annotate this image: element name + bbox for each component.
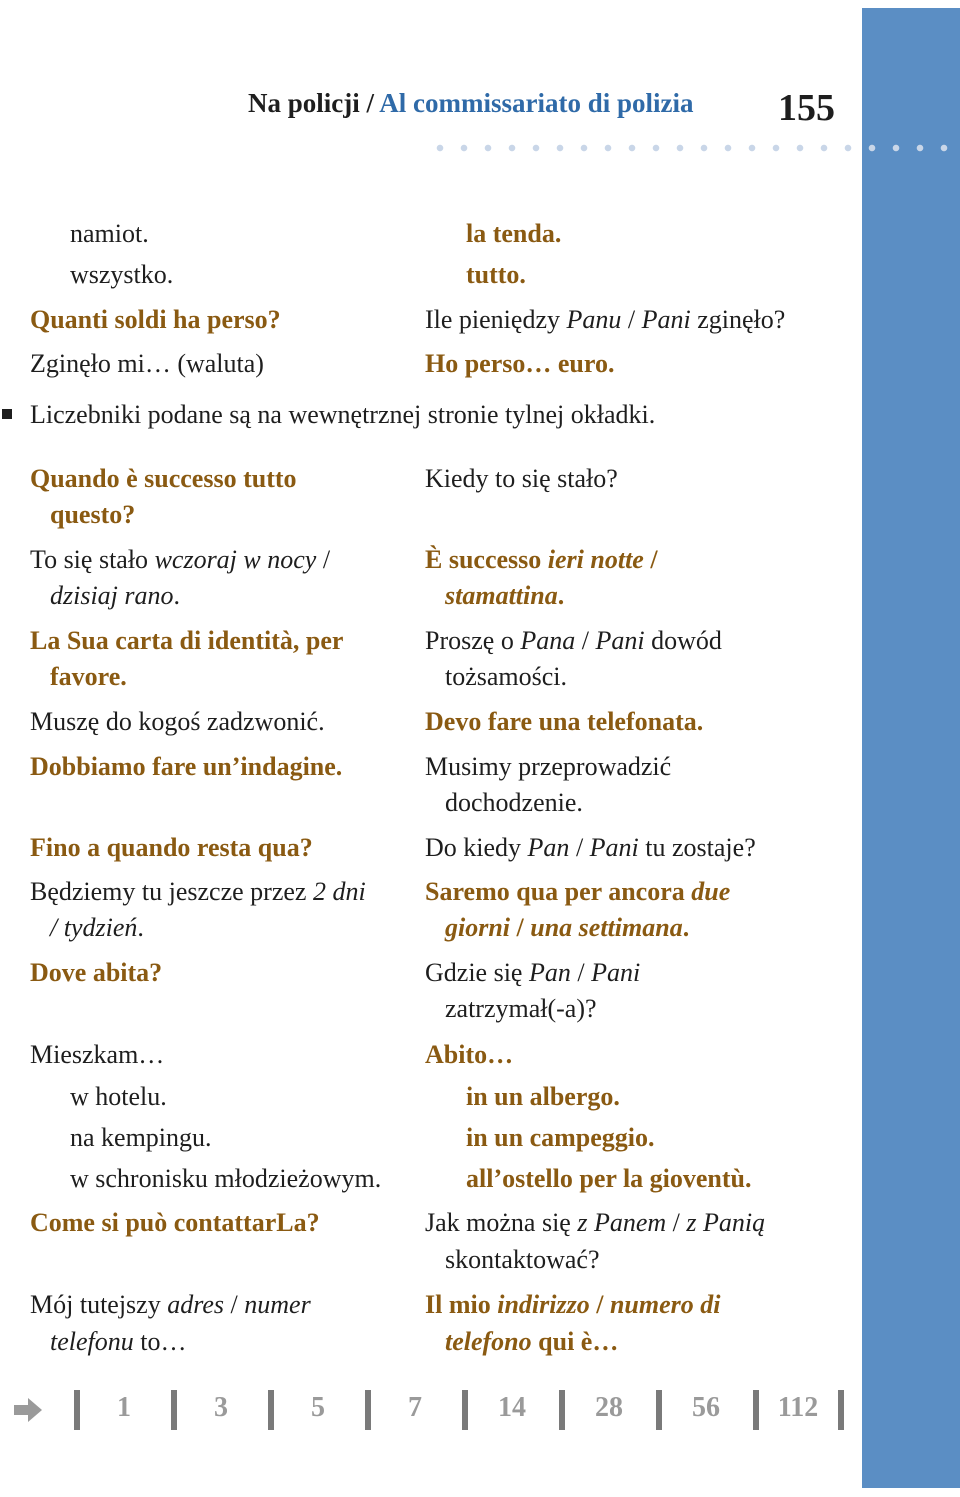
footer-number: 14 — [498, 1392, 526, 1423]
phrase-it-cont: giorni / una settimana. — [445, 913, 690, 942]
footer-number: 3 — [214, 1392, 228, 1423]
phrase-it-cont: telefono qui è… — [445, 1327, 619, 1356]
phrase-pl: Musimy przeprowadzić — [425, 752, 672, 781]
phrase-it: Il mio indirizzo / numero di — [425, 1290, 721, 1319]
phrase-it: Fino a quando resta qua? — [30, 833, 313, 862]
phrase-it-cont: favore. — [50, 662, 127, 691]
phrase-it: Dove abita? — [30, 958, 163, 987]
phrase-pl: Gdzie się Pan / Pani — [425, 958, 641, 987]
phrase-it: la tenda. — [466, 219, 562, 248]
header-title-it: Al commissariato di polizia — [379, 88, 694, 118]
dotted-rule — [428, 143, 958, 153]
right-arrow-icon — [12, 1396, 44, 1424]
phrase-pl-cont: skontaktować? — [445, 1245, 600, 1274]
phrase-it-cont: stamattina. — [445, 581, 565, 610]
phrase-pl: na kempingu. — [70, 1123, 212, 1152]
page-number: 155 — [778, 87, 835, 129]
phrase-it: all’ostello per la gioventù. — [466, 1164, 752, 1193]
phrase-pl: Do kiedy Pan / Pani tu zostaje? — [425, 833, 756, 862]
phrase-pl: w hotelu. — [70, 1082, 167, 1111]
note: Liczebniki podane są na wewnętrznej stronie tylnej okładki. — [30, 400, 656, 429]
footer-divider — [268, 1390, 274, 1430]
phrase-pl-cont: dzisiaj rano. — [50, 581, 181, 610]
phrase-pl: Jak można się z Panem / z Panią — [425, 1208, 766, 1237]
footer-divider — [365, 1390, 371, 1430]
phrase-pl: Mój tutejszy adres / numer — [30, 1290, 311, 1319]
footer-nav — [0, 1388, 860, 1434]
phrase-pl: Mieszkam… — [30, 1040, 165, 1069]
footer-number: 7 — [408, 1392, 422, 1423]
phrase-it: in un campeggio. — [466, 1123, 655, 1152]
footer-number: 1 — [117, 1392, 131, 1423]
phrase-pl: To się stało wczoraj w nocy / — [30, 545, 331, 574]
footer-divider — [462, 1390, 468, 1430]
phrase-pl: Zginęło mi… (waluta) — [30, 349, 264, 378]
footer-number: 5 — [311, 1392, 325, 1423]
phrase-pl: namiot. — [70, 219, 149, 248]
page-header — [248, 88, 694, 119]
phrase-pl: w schronisku młodzieżowym. — [70, 1164, 382, 1193]
phrase-pl-cont: / tydzień. — [50, 913, 144, 942]
phrase-pl: Proszę o Pana / Pani dowód — [425, 626, 722, 655]
phrase-pl-cont: zatrzymał(-a)? — [445, 994, 597, 1023]
phrase-pl: Kiedy to się stało? — [425, 464, 618, 493]
footer-divider — [74, 1390, 80, 1430]
phrase-it: Quanti soldi ha perso? — [30, 305, 281, 334]
header-title-pl: Na policji — [248, 88, 360, 118]
phrase-it: Saremo qua per ancora due — [425, 877, 731, 906]
blue-sidebar — [862, 8, 960, 1488]
header-separator: / — [359, 88, 380, 118]
footer-number: 112 — [777, 1392, 819, 1423]
footer-divider — [656, 1390, 662, 1430]
phrase-pl: Muszę do kogoś zadzwonić. — [30, 707, 325, 736]
phrase-it: Devo fare una telefonata. — [425, 707, 704, 736]
footer-divider — [559, 1390, 565, 1430]
phrase-it: La Sua carta di identità, per — [30, 626, 344, 655]
footer-divider — [753, 1390, 759, 1430]
phrase-it: Abito… — [425, 1040, 514, 1069]
phrase-pl-cont: tożsamości. — [445, 662, 568, 691]
phrase-it: Ho perso… euro. — [425, 349, 615, 378]
phrase-pl-cont: dochodzenie. — [445, 788, 583, 817]
phrase-it: Come si può contattarLa? — [30, 1208, 320, 1237]
phrase-pl: Ile pieniędzy Panu / Pani zginęło? — [425, 305, 786, 334]
phrase-it: Dobbiamo fare un’indagine. — [30, 752, 343, 781]
footer-divider — [838, 1390, 844, 1430]
phrase-it: tutto. — [466, 260, 526, 289]
bullet-square-icon — [2, 409, 12, 419]
phrase-it: in un albergo. — [466, 1082, 620, 1111]
phrase-it: È successo ieri notte / — [425, 545, 658, 574]
footer-divider — [171, 1390, 177, 1430]
footer-number: 28 — [595, 1392, 623, 1423]
phrase-pl: wszystko. — [70, 260, 174, 289]
phrase-pl: Będziemy tu jeszcze przez 2 dni — [30, 877, 366, 906]
phrase-pl-cont: telefonu to… — [50, 1327, 187, 1356]
phrase-it-cont: questo? — [50, 500, 136, 529]
footer-number: 56 — [692, 1392, 720, 1423]
phrase-it: Quando è successo tutto — [30, 464, 297, 493]
